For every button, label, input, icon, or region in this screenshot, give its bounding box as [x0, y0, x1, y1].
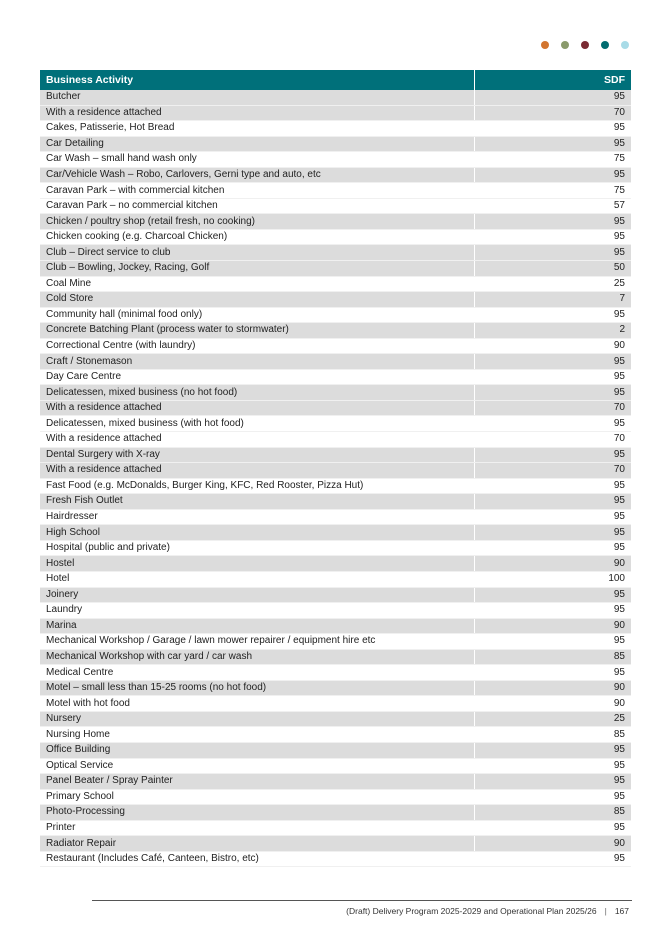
sdf-value-cell: 90 — [475, 696, 631, 712]
table-row — [40, 649, 631, 665]
sdf-value-cell: 70 — [475, 432, 631, 448]
table-row — [40, 478, 631, 494]
table-row — [40, 463, 631, 479]
sdf-value-cell: 90 — [475, 338, 631, 354]
table-row — [40, 198, 631, 214]
business-activity-cell: Delicatessen, mixed business (with hot food) — [40, 416, 475, 432]
table-row — [40, 556, 631, 572]
table-row — [40, 229, 631, 245]
sdf-value-cell: 95 — [475, 307, 631, 323]
page-number: 167 — [614, 906, 629, 916]
sdf-value-cell: 75 — [475, 152, 631, 168]
business-activity-cell: Nursing Home — [40, 727, 475, 743]
business-activity-cell: Delicatessen, mixed business (no hot food) — [40, 385, 475, 401]
sdf-value-cell: 90 — [475, 836, 631, 852]
table-row — [40, 90, 631, 105]
table-row — [40, 603, 631, 619]
sdf-value-cell: 70 — [475, 463, 631, 479]
table-row — [40, 571, 631, 587]
business-activity-cell: Fast Food (e.g. McDonalds, Burger King, KFC, Red Rooster, Pizza Hut) — [40, 478, 475, 494]
dot-0 — [541, 41, 549, 49]
table-row — [40, 665, 631, 681]
business-activity-cell: With a residence attached — [40, 105, 475, 121]
table-row — [40, 292, 631, 308]
table-row — [40, 416, 631, 432]
sdf-value-cell: 95 — [475, 758, 631, 774]
table-row — [40, 354, 631, 370]
footer-separator: | — [604, 906, 607, 916]
sdf-value-cell: 100 — [475, 571, 631, 587]
sdf-value-cell: 95 — [475, 121, 631, 137]
dot-1 — [561, 41, 569, 49]
sdf-value-cell: 95 — [475, 540, 631, 556]
sdf-value-cell: 95 — [475, 136, 631, 152]
business-activity-cell: Radiator Repair — [40, 836, 475, 852]
business-activity-cell: Chicken / poultry shop (retail fresh, no cooking) — [40, 214, 475, 230]
table-row — [40, 214, 631, 230]
sdf-value-cell: 95 — [475, 525, 631, 541]
footer-title: (Draft) Delivery Program 2025-2029 and Operational Plan 2025/26 — [346, 906, 597, 916]
business-activity-cell: Joinery — [40, 587, 475, 603]
business-activity-cell: Optical Service — [40, 758, 475, 774]
sdf-value-cell: 70 — [475, 105, 631, 121]
sdf-value-cell: 95 — [475, 774, 631, 790]
business-activity-cell: Club – Direct service to club — [40, 245, 475, 261]
table-row — [40, 307, 631, 323]
business-activity-cell: Correctional Centre (with laundry) — [40, 338, 475, 354]
business-activity-cell: Craft / Stonemason — [40, 354, 475, 370]
sdf-value-cell: 90 — [475, 680, 631, 696]
sdf-value-cell: 85 — [475, 727, 631, 743]
business-activity-cell: Car Detailing — [40, 136, 475, 152]
table-row — [40, 711, 631, 727]
sdf-value-cell: 95 — [475, 229, 631, 245]
business-activity-cell: Photo-Processing — [40, 805, 475, 821]
dot-2 — [581, 41, 589, 49]
sdf-value-cell: 95 — [475, 789, 631, 805]
table-row — [40, 509, 631, 525]
table-row — [40, 742, 631, 758]
table-row — [40, 338, 631, 354]
table-row — [40, 587, 631, 603]
table-row — [40, 323, 631, 339]
sdf-value-cell: 90 — [475, 556, 631, 572]
business-activity-cell: Motel with hot food — [40, 696, 475, 712]
business-activity-cell: Chicken cooking (e.g. Charcoal Chicken) — [40, 229, 475, 245]
business-activity-cell: Caravan Park – with commercial kitchen — [40, 183, 475, 199]
business-activity-cell: Caravan Park – no commercial kitchen — [40, 198, 475, 214]
table-row — [40, 447, 631, 463]
table-row — [40, 618, 631, 634]
sdf-value-cell: 95 — [475, 820, 631, 836]
business-activity-cell: Coal Mine — [40, 276, 475, 292]
table-row — [40, 245, 631, 261]
business-activity-cell: Hospital (public and private) — [40, 540, 475, 556]
sdf-value-cell: 2 — [475, 323, 631, 339]
table-row — [40, 385, 631, 401]
sdf-value-cell: 95 — [475, 354, 631, 370]
table-row — [40, 851, 631, 867]
sdf-value-cell: 95 — [475, 509, 631, 525]
sdf-value-cell: 25 — [475, 711, 631, 727]
sdf-value-cell: 7 — [475, 292, 631, 308]
business-activity-cell: Cakes, Patisserie, Hot Bread — [40, 121, 475, 137]
sdf-value-cell: 95 — [475, 603, 631, 619]
table-row — [40, 276, 631, 292]
table-row — [40, 400, 631, 416]
decorative-dots — [541, 41, 629, 49]
sdf-value-cell: 95 — [475, 851, 631, 867]
business-activity-cell: Primary School — [40, 789, 475, 805]
table-row — [40, 494, 631, 510]
business-activity-cell: Nursery — [40, 711, 475, 727]
sdf-value-cell: 57 — [475, 198, 631, 214]
business-activity-cell: Office Building — [40, 742, 475, 758]
business-activity-cell: Car/Vehicle Wash – Robo, Carlovers, Gerni type and auto, etc — [40, 167, 475, 183]
table-row — [40, 369, 631, 385]
table-row — [40, 432, 631, 448]
table-row — [40, 261, 631, 277]
business-activity-cell: Mechanical Workshop / Garage / lawn mower repairer / equipment hire etc — [40, 634, 475, 650]
sdf-value-cell: 95 — [475, 245, 631, 261]
sdf-value-cell: 95 — [475, 634, 631, 650]
business-activity-cell: With a residence attached — [40, 463, 475, 479]
table-row — [40, 634, 631, 650]
sdf-value-cell: 95 — [475, 665, 631, 681]
business-activity-cell: Day Care Centre — [40, 369, 475, 385]
business-activity-cell: Concrete Batching Plant (process water to stormwater) — [40, 323, 475, 339]
table-row — [40, 105, 631, 121]
table-header-row — [40, 70, 631, 90]
sdf-value-cell: 50 — [475, 261, 631, 277]
business-activity-cell: Dental Surgery with X-ray — [40, 447, 475, 463]
header-business-activity: Business Activity — [40, 70, 475, 90]
dot-3 — [601, 41, 609, 49]
table-row — [40, 167, 631, 183]
business-activity-cell: Butcher — [40, 90, 475, 105]
business-activity-cell: High School — [40, 525, 475, 541]
table-row — [40, 774, 631, 790]
sdf-value-cell: 95 — [475, 416, 631, 432]
footer-divider — [92, 900, 632, 901]
business-activity-cell: Restaurant (Includes Café, Canteen, Bistro, etc) — [40, 851, 475, 867]
sdf-value-cell: 95 — [475, 447, 631, 463]
table-row — [40, 121, 631, 137]
sdf-value-cell: 95 — [475, 494, 631, 510]
sdf-value-cell: 70 — [475, 400, 631, 416]
table-row — [40, 789, 631, 805]
table-row — [40, 680, 631, 696]
dot-4 — [621, 41, 629, 49]
table-row — [40, 152, 631, 168]
business-activity-cell: With a residence attached — [40, 400, 475, 416]
business-activity-cell: Club – Bowling, Jockey, Racing, Golf — [40, 261, 475, 277]
sdf-value-cell: 85 — [475, 649, 631, 665]
table-row — [40, 758, 631, 774]
table-row — [40, 805, 631, 821]
business-activity-cell: Community hall (minimal food only) — [40, 307, 475, 323]
business-activity-cell: Hostel — [40, 556, 475, 572]
business-activity-cell: Laundry — [40, 603, 475, 619]
business-activity-cell: Mechanical Workshop with car yard / car wash — [40, 649, 475, 665]
table-row — [40, 836, 631, 852]
table-row — [40, 136, 631, 152]
business-activity-cell: Cold Store — [40, 292, 475, 308]
sdf-value-cell: 95 — [475, 90, 631, 105]
sdf-value-cell: 85 — [475, 805, 631, 821]
business-activity-cell: Medical Centre — [40, 665, 475, 681]
sdf-value-cell: 95 — [475, 742, 631, 758]
business-activity-cell: Hairdresser — [40, 509, 475, 525]
sdf-value-cell: 95 — [475, 369, 631, 385]
sdf-value-cell: 90 — [475, 618, 631, 634]
business-activity-cell: Car Wash – small hand wash only — [40, 152, 475, 168]
business-activity-cell: Hotel — [40, 571, 475, 587]
table-row — [40, 696, 631, 712]
business-activity-cell: With a residence attached — [40, 432, 475, 448]
table-row — [40, 183, 631, 199]
table-row — [40, 727, 631, 743]
table-row — [40, 820, 631, 836]
header-sdf: SDF — [475, 70, 631, 90]
sdf-value-cell: 95 — [475, 478, 631, 494]
sdf-value-cell: 95 — [475, 385, 631, 401]
business-activity-cell: Marina — [40, 618, 475, 634]
sdf-value-cell: 25 — [475, 276, 631, 292]
sdf-value-cell: 95 — [475, 214, 631, 230]
business-activity-cell: Fresh Fish Outlet — [40, 494, 475, 510]
sdf-value-cell: 95 — [475, 167, 631, 183]
sdf-value-cell: 95 — [475, 587, 631, 603]
business-activity-cell: Printer — [40, 820, 475, 836]
table-body — [40, 90, 631, 867]
page-footer — [346, 906, 629, 916]
table-row — [40, 540, 631, 556]
business-activity-cell: Panel Beater / Spray Painter — [40, 774, 475, 790]
business-activity-cell: Motel – small less than 15-25 rooms (no hot food) — [40, 680, 475, 696]
table-row — [40, 525, 631, 541]
sdf-table — [40, 70, 631, 867]
sdf-value-cell: 75 — [475, 183, 631, 199]
